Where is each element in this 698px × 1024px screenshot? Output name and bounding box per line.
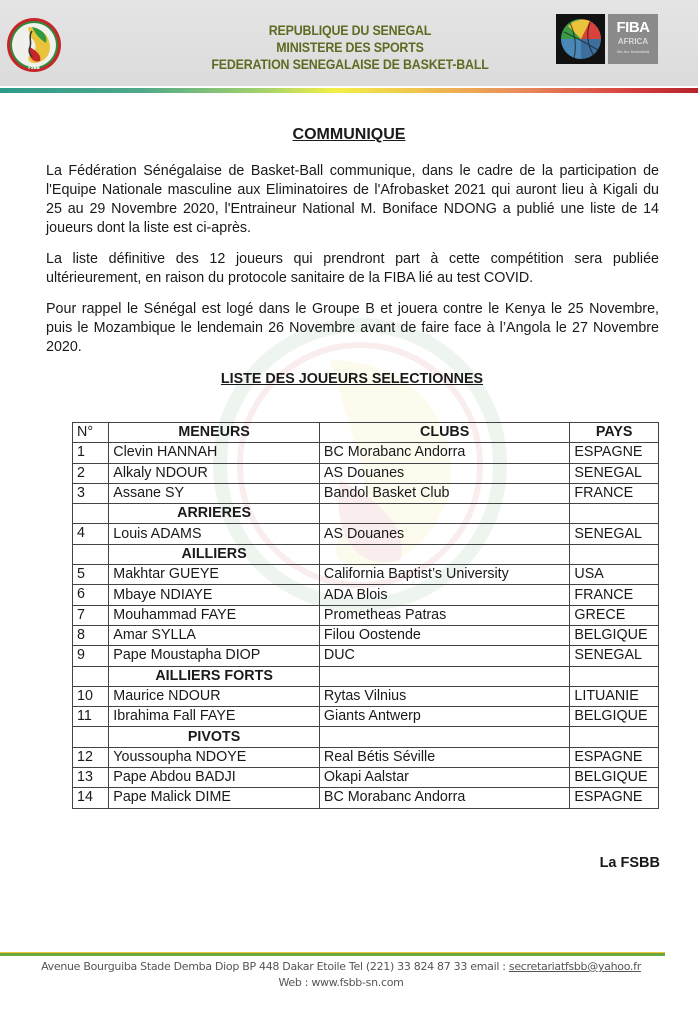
group-country-cell: [570, 727, 659, 747]
player-name: Louis ADAMS: [109, 524, 320, 544]
player-number: 10: [73, 686, 109, 706]
group-country-cell: [570, 504, 659, 524]
player-number: 5: [73, 565, 109, 585]
page-title: COMMUNIQUE: [292, 126, 406, 143]
player-club: AS Douanes: [319, 524, 569, 544]
player-number: 11: [73, 707, 109, 727]
footer-email-link[interactable]: secretariatfsbb@yahoo.fr: [508, 960, 641, 973]
group-country-cell: [570, 544, 659, 564]
player-number: 12: [73, 747, 109, 767]
group-label: ARRIERES: [109, 504, 320, 524]
player-country: GRECE: [570, 605, 659, 625]
players-table-body: [73, 443, 659, 808]
group-club-cell: [319, 544, 569, 564]
table-row: [73, 646, 659, 666]
table-row: [73, 524, 659, 544]
player-club: Giants Antwerp: [319, 707, 569, 727]
player-club: Real Bétis Séville: [319, 747, 569, 767]
player-country: SENEGAL: [570, 646, 659, 666]
group-number-cell: [73, 504, 109, 524]
player-name: Pape Malick DIME: [109, 788, 320, 808]
player-country: SENEGAL: [570, 463, 659, 483]
letterhead-line-federation: FEDERATION SENEGALAISE DE BASKET-BALL: [211, 57, 489, 72]
player-number: 7: [73, 605, 109, 625]
basketball-icon: [556, 14, 605, 64]
player-name: Mouhammad FAYE: [109, 605, 320, 625]
group-number-cell: [73, 544, 109, 564]
player-name: Pape Abdou BADJI: [109, 768, 320, 788]
player-country: FRANCE: [570, 483, 659, 503]
paragraph-intro: La Fédération Sénégalaise de Basket-Ball communique, dans le cadre de la participation de l'Equipe Nationale masculine aux Eliminatoires de l'Afrobasket 2021 qui auront lieu à Kigali du 25 au 29 Novembre 2020, l'Entraineur National M. Boniface NDONG a publié une liste de 14 joueurs dont la liste est ci-après.: [46, 163, 659, 236]
player-club: Bandol Basket Club: [319, 483, 569, 503]
letterhead-title: [166, 22, 534, 73]
table-row: [73, 605, 659, 625]
player-country: LITUANIE: [570, 686, 659, 706]
signature: La FSBB: [599, 855, 660, 871]
player-name: Mbaye NDIAYE: [109, 585, 320, 605]
table-header-row: [73, 423, 659, 443]
group-label: AILLIERS FORTS: [109, 666, 320, 686]
group-country-cell: [570, 666, 659, 686]
player-number: 2: [73, 463, 109, 483]
player-country: BELGIQUE: [570, 707, 659, 727]
player-number: 6: [73, 585, 109, 605]
player-country: ESPAGNE: [570, 788, 659, 808]
header-clubs: CLUBS: [319, 423, 569, 443]
player-name: Amar SYLLA: [109, 625, 320, 645]
player-club: DUC: [319, 646, 569, 666]
table-row: [73, 788, 659, 808]
fiba-africa-logo: [556, 14, 658, 64]
player-name: Clevin HANNAH: [109, 443, 320, 463]
footer-divider: [0, 952, 665, 956]
player-country: BELGIQUE: [570, 768, 659, 788]
group-number-cell: [73, 727, 109, 747]
player-club: Rytas Vilnius: [319, 686, 569, 706]
fiba-title: FIBA: [616, 19, 650, 36]
table-row: [73, 483, 659, 503]
letterhead-line-republic: REPUBLIQUE DU SENEGAL: [268, 23, 432, 38]
paragraph-final-list: La liste définitive des 12 joueurs qui prendront part à cette compétition sera publiée ultérieurement, en raison du protocole sanitaire de la FIBA lié au test COVID.: [46, 251, 659, 286]
header-divider: [0, 88, 698, 93]
group-club-cell: [319, 666, 569, 686]
player-number: 3: [73, 483, 109, 503]
list-title: LISTE DES JOUEURS SELECTIONNES: [220, 371, 484, 387]
player-name: Makhtar GUEYE: [109, 565, 320, 585]
group-club-cell: [319, 727, 569, 747]
table-group-row: [73, 727, 659, 747]
table-row: [73, 463, 659, 483]
table-row: [73, 625, 659, 645]
header-number: N°: [73, 423, 109, 443]
player-number: 1: [73, 443, 109, 463]
fiba-subtitle: AFRICA: [617, 37, 649, 46]
player-name: Assane SY: [109, 483, 320, 503]
player-number: 8: [73, 625, 109, 645]
player-club: Okapi Aalstar: [319, 768, 569, 788]
table-row: [73, 768, 659, 788]
player-number: 4: [73, 524, 109, 544]
header-pays: PAYS: [570, 423, 659, 443]
player-club: Filou Oostende: [319, 625, 569, 645]
player-country: ESPAGNE: [570, 747, 659, 767]
player-name: Pape Moustapha DIOP: [109, 646, 320, 666]
player-club: California Baptist’s University: [319, 565, 569, 585]
player-club: AS Douanes: [319, 463, 569, 483]
player-country: ESPAGNE: [570, 443, 659, 463]
fsbb-logo-label: FSBB: [28, 65, 40, 70]
fsbb-logo-icon: [6, 17, 62, 73]
player-country: BELGIQUE: [570, 625, 659, 645]
player-club: Prometheas Patras: [319, 605, 569, 625]
table-group-row: [73, 666, 659, 686]
fiba-tagline: We Are Basketball: [616, 49, 650, 54]
table-row: [73, 747, 659, 767]
paragraph-schedule: Pour rappel le Sénégal est logé dans le Groupe B et jouera contre le Kenya le 25 Novembre, puis le Mozambique le lendemain 26 Novembre avant de faire face à l’Angola le 27 Novembre 2020.: [46, 301, 659, 355]
table-row: [73, 707, 659, 727]
table-group-row: [73, 544, 659, 564]
table-row: [73, 565, 659, 585]
player-club: BC Morabanc Andorra: [319, 443, 569, 463]
player-country: SENEGAL: [570, 524, 659, 544]
players-table: [72, 422, 659, 809]
player-name: Youssoupha NDOYE: [109, 747, 320, 767]
header-meneurs: MENEURS: [109, 423, 320, 443]
table-group-row: [73, 504, 659, 524]
player-number: 14: [73, 788, 109, 808]
player-club: ADA Blois: [319, 585, 569, 605]
player-number: 9: [73, 646, 109, 666]
footer-website[interactable]: Web : www.fsbb-sn.com: [278, 976, 404, 989]
letterhead-line-ministry: MINISTERE DES SPORTS: [276, 40, 424, 55]
footer-address: Avenue Bourguiba Stade Demba Diop BP 448 Dakar Etoile Tel (221) 33 824 87 33 email :: [41, 960, 509, 973]
footer-address-line: [0, 959, 682, 975]
group-number-cell: [73, 666, 109, 686]
player-name: Maurice NDOUR: [109, 686, 320, 706]
player-country: USA: [570, 565, 659, 585]
fiba-wordmark: [608, 14, 658, 64]
table-row: [73, 443, 659, 463]
player-number: 13: [73, 768, 109, 788]
table-row: [73, 585, 659, 605]
player-name: Alkaly NDOUR: [109, 463, 320, 483]
footer: [0, 959, 682, 991]
table-row: [73, 686, 659, 706]
group-label: AILLIERS: [109, 544, 320, 564]
group-label: PIVOTS: [109, 727, 320, 747]
player-club: BC Morabanc Andorra: [319, 788, 569, 808]
group-club-cell: [319, 504, 569, 524]
player-name: Ibrahima Fall FAYE: [109, 707, 320, 727]
player-country: FRANCE: [570, 585, 659, 605]
